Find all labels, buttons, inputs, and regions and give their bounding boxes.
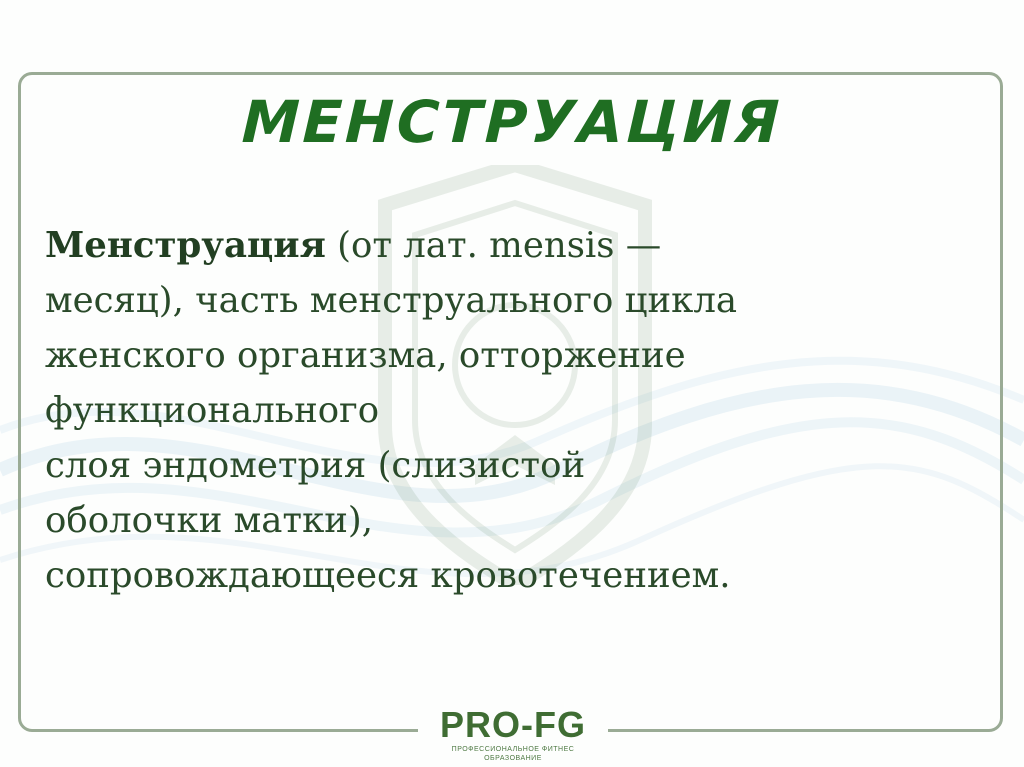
- definition-line-4: функционального: [45, 390, 380, 431]
- definition-line-6: оболочки матки),: [45, 500, 374, 541]
- pro-fg-logo: [428, 706, 598, 763]
- definition-term: Менструация: [45, 225, 326, 266]
- slide-title: МЕНСТРУАЦИЯ: [240, 88, 784, 156]
- definition-line-2: месяц), часть менструального цикла: [45, 280, 738, 321]
- definition-line-7: сопровождающееся кровотечением.: [45, 555, 731, 596]
- definition-line-1: [45, 218, 865, 273]
- definition-line-3: женского организма, отторжение: [45, 335, 686, 376]
- definition-text: [45, 218, 865, 603]
- definition-line-1-rest: (от лат. mensis —: [325, 225, 662, 266]
- logo-tagline: ПРОФЕССИОНАЛЬНОЕ ФИТНЕС ОБРАЗОВАНИЕ: [451, 746, 575, 762]
- definition-line-5: слоя эндометрия (слизистой: [45, 445, 586, 486]
- logo-name: PRO-FG: [440, 704, 586, 745]
